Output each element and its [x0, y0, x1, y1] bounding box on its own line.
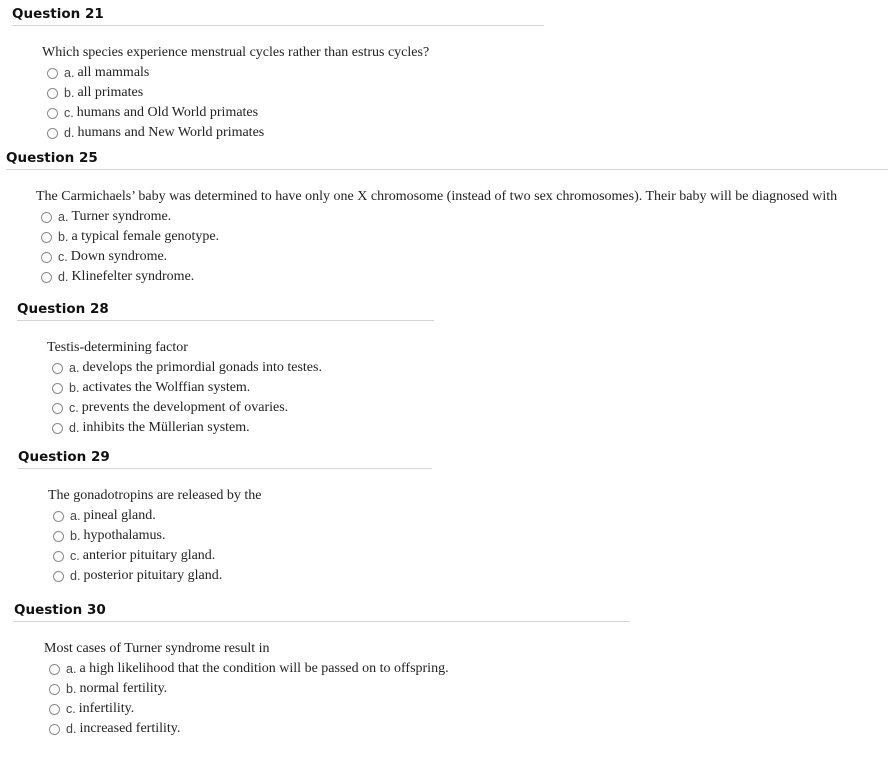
option-text: develops the primordial gonads into testes. — [82, 360, 322, 375]
radio-button[interactable] — [41, 272, 52, 283]
radio-button[interactable] — [49, 664, 60, 675]
radio-button[interactable] — [53, 571, 64, 582]
question-prompt: The Carmichaels’ baby was determined to have only one X chromosome (instead of two sex chromosomes). Their baby will be diagnosed with — [36, 189, 838, 204]
radio-button[interactable] — [49, 704, 60, 715]
divider — [12, 25, 544, 26]
option-d[interactable] — [52, 418, 434, 438]
option-text: infertility. — [78, 701, 135, 716]
option-c[interactable] — [53, 546, 432, 566]
option-c[interactable] — [49, 699, 630, 719]
option-text: increased fertility. — [79, 721, 181, 736]
option-letter: c. — [64, 106, 74, 120]
radio-button[interactable] — [49, 724, 60, 735]
question-body — [36, 187, 888, 287]
option-b[interactable] — [41, 227, 888, 247]
option-letter: a. — [58, 210, 69, 224]
option-letter: c. — [70, 549, 80, 563]
option-b[interactable] — [49, 679, 630, 699]
option-letter: a. — [70, 509, 81, 523]
option-c[interactable] — [52, 398, 434, 418]
question-title: Question 30 — [14, 602, 106, 618]
radio-button[interactable] — [47, 68, 58, 79]
radio-button[interactable] — [41, 252, 52, 263]
option-letter: c. — [58, 250, 68, 264]
question-body — [48, 486, 432, 586]
radio-button[interactable] — [52, 403, 63, 414]
question-title: Question 21 — [12, 6, 104, 22]
question-title: Question 28 — [17, 301, 109, 317]
option-text: hypothalamus. — [83, 528, 166, 543]
option-letter: b. — [58, 230, 69, 244]
option-text: prevents the development of ovaries. — [81, 400, 289, 415]
option-letter: d. — [69, 421, 80, 435]
radio-button[interactable] — [52, 423, 63, 434]
option-a[interactable] — [47, 63, 544, 83]
question-25 — [6, 149, 888, 287]
question-title: Question 25 — [6, 150, 98, 166]
option-letter: d. — [70, 569, 81, 583]
option-text: a typical female genotype. — [71, 229, 220, 244]
option-a[interactable] — [53, 506, 432, 526]
option-text: Klinefelter syndrome. — [71, 269, 195, 284]
option-letter: b. — [69, 381, 80, 395]
option-letter: d. — [58, 270, 69, 284]
option-text: inhibits the Müllerian system. — [82, 420, 250, 435]
radio-button[interactable] — [49, 684, 60, 695]
option-c[interactable] — [47, 103, 544, 123]
question-body — [44, 639, 630, 739]
option-d[interactable] — [49, 719, 630, 739]
option-text: posterior pituitary gland. — [83, 568, 223, 583]
question-title: Question 29 — [18, 449, 110, 465]
radio-button[interactable] — [47, 128, 58, 139]
option-letter: c. — [69, 401, 79, 415]
question-body — [42, 43, 544, 143]
radio-button[interactable] — [47, 108, 58, 119]
option-b[interactable] — [47, 83, 544, 103]
option-text: pineal gland. — [83, 508, 156, 523]
option-text: Turner syndrome. — [71, 209, 172, 224]
question-prompt: Which species experience menstrual cycles rather than estrus cycles? — [42, 45, 430, 60]
question-prompt: Testis-determining factor — [47, 340, 188, 355]
radio-button[interactable] — [41, 232, 52, 243]
radio-button[interactable] — [41, 212, 52, 223]
option-c[interactable] — [41, 247, 888, 267]
question-body — [47, 338, 434, 438]
option-text: all primates — [77, 85, 144, 100]
radio-button[interactable] — [52, 363, 63, 374]
option-letter: d. — [64, 126, 75, 140]
radio-button[interactable] — [53, 511, 64, 522]
option-letter: b. — [66, 682, 77, 696]
option-text: activates the Wolffian system. — [82, 380, 251, 395]
option-text: anterior pituitary gland. — [82, 548, 216, 563]
option-d[interactable] — [47, 123, 544, 143]
question-prompt: The gonadotropins are released by the — [48, 488, 262, 503]
option-a[interactable] — [49, 659, 630, 679]
radio-button[interactable] — [53, 551, 64, 562]
question-28 — [17, 300, 434, 438]
radio-button[interactable] — [52, 383, 63, 394]
question-prompt: Most cases of Turner syndrome result in — [44, 641, 270, 656]
option-text: normal fertility. — [79, 681, 168, 696]
question-21 — [12, 5, 544, 143]
option-text: a high likelihood that the condition will be passed on to offspring. — [79, 661, 449, 676]
option-letter: a. — [69, 361, 80, 375]
option-d[interactable] — [53, 566, 432, 586]
option-a[interactable] — [52, 358, 434, 378]
option-letter: b. — [70, 529, 81, 543]
option-b[interactable] — [52, 378, 434, 398]
option-letter: b. — [64, 86, 75, 100]
question-30 — [14, 601, 630, 739]
divider — [18, 468, 432, 469]
option-text: humans and Old World primates — [76, 105, 259, 120]
option-letter: a. — [66, 662, 77, 676]
question-29 — [18, 448, 432, 586]
divider — [17, 320, 434, 321]
option-text: Down syndrome. — [70, 249, 168, 264]
option-b[interactable] — [53, 526, 432, 546]
option-text: all mammals — [77, 65, 150, 80]
option-letter: d. — [66, 722, 77, 736]
radio-button[interactable] — [47, 88, 58, 99]
option-text: humans and New World primates — [77, 125, 265, 140]
option-d[interactable] — [41, 267, 888, 287]
radio-button[interactable] — [53, 531, 64, 542]
option-letter: a. — [64, 66, 75, 80]
option-a[interactable] — [41, 207, 888, 227]
divider — [6, 169, 888, 170]
option-letter: c. — [66, 702, 76, 716]
divider — [14, 621, 630, 622]
